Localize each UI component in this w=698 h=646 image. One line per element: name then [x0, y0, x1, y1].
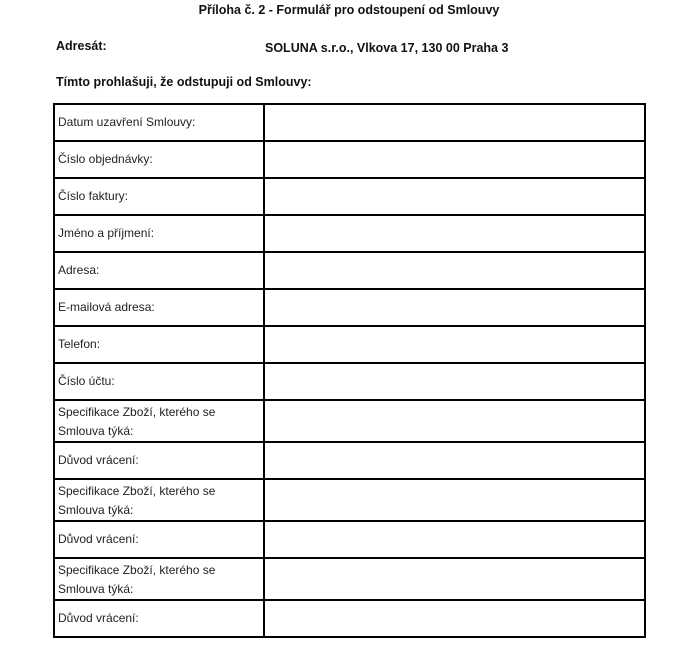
field-value[interactable]: [264, 289, 645, 326]
form-row: [54, 479, 645, 521]
field-value[interactable]: [264, 479, 645, 521]
form-row: [54, 326, 645, 363]
field-label: Číslo účtu:: [54, 363, 264, 400]
form-row: [54, 400, 645, 442]
field-value[interactable]: [264, 252, 645, 289]
form-row: [54, 363, 645, 400]
field-label: Důvod vrácení:: [54, 442, 264, 479]
form-row: [54, 289, 645, 326]
field-label: Specifikace Zboží, kterého se Smlouva týká:: [54, 400, 264, 442]
field-label: E-mailová adresa:: [54, 289, 264, 326]
form-row: [54, 178, 645, 215]
form-row: [54, 442, 645, 479]
field-value[interactable]: [264, 400, 645, 442]
form-row: [54, 521, 645, 558]
field-label: Datum uzavření Smlouvy:: [54, 104, 264, 141]
field-value[interactable]: [264, 558, 645, 600]
field-label: Důvod vrácení:: [54, 521, 264, 558]
form-row: [54, 215, 645, 252]
form-row: [54, 558, 645, 600]
addressee-value: SOLUNA s.r.o., Vlkova 17, 130 00 Praha 3: [265, 41, 509, 55]
document-title: Příloha č. 2 - Formulář pro odstoupení od Smlouvy: [198, 3, 500, 17]
field-value[interactable]: [264, 104, 645, 141]
field-value[interactable]: [264, 600, 645, 637]
withdrawal-form-table: [53, 103, 646, 638]
field-label: Číslo faktury:: [54, 178, 264, 215]
form-row: [54, 600, 645, 637]
field-value[interactable]: [264, 442, 645, 479]
addressee-label: Adresát:: [56, 39, 107, 53]
field-label: Adresa:: [54, 252, 264, 289]
field-label: Jméno a příjmení:: [54, 215, 264, 252]
field-value[interactable]: [264, 141, 645, 178]
field-label: Důvod vrácení:: [54, 600, 264, 637]
field-value[interactable]: [264, 521, 645, 558]
field-label: Telefon:: [54, 326, 264, 363]
withdrawal-statement: Tímto prohlašuji, že odstupuji od Smlouvy:: [56, 75, 312, 89]
field-value[interactable]: [264, 215, 645, 252]
field-label: Číslo objednávky:: [54, 141, 264, 178]
field-label: Specifikace Zboží, kterého se Smlouva týká:: [54, 479, 264, 521]
form-row: [54, 252, 645, 289]
form-row: [54, 141, 645, 178]
form-row: [54, 104, 645, 141]
field-value[interactable]: [264, 178, 645, 215]
field-label: Specifikace Zboží, kterého se Smlouva týká:: [54, 558, 264, 600]
field-value[interactable]: [264, 326, 645, 363]
field-value[interactable]: [264, 363, 645, 400]
